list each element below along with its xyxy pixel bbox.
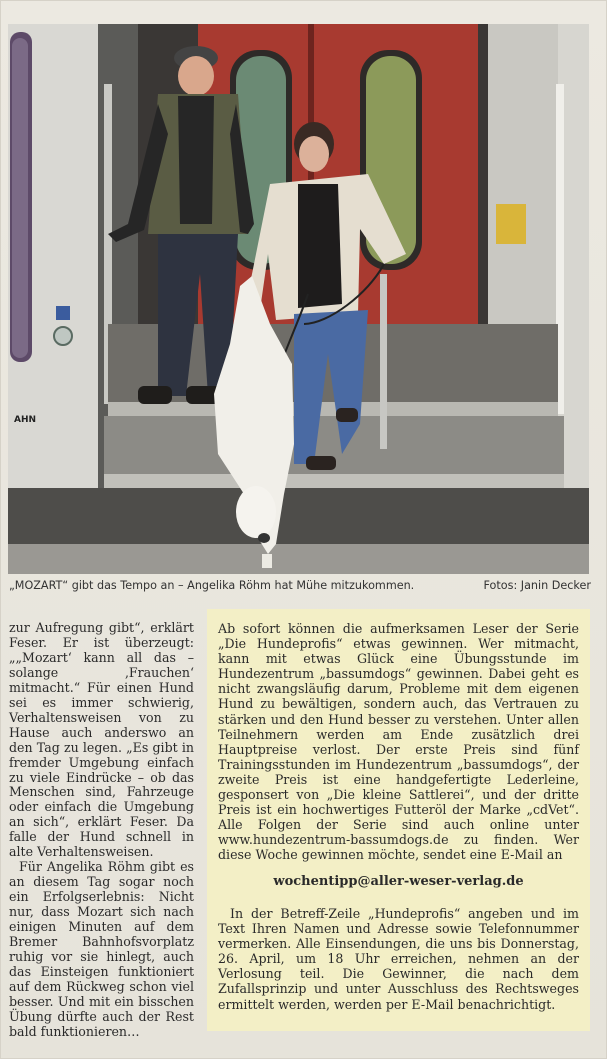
article-paragraph: zur Aufregung gibt“, erklärt Feser. Er ist überzeugt: „„Mozart‘ kann all das – solange ‚Frauchen‘ mitmacht.“ Für einen Hund sei es immer schwierig, Verhaltensweisen von zu Hause auch anderswo an den Tag zu legen. „Es gibt in fremder Umgebung einfach zu viele Eindrücke – ob das Menschen sind, Fahrzeuge oder einfach die Umgebung an sich“, erklärt Feser. Da falle der Hund schnell in alte Verhaltensweisen.	[9, 620, 194, 860]
photo-illustration	[8, 24, 589, 574]
caption-text: „MOZART“ gibt das Tempo an – Angelika Röhm hat Mühe mitzukommen.	[9, 579, 415, 592]
contest-intro: Ab sofort können die aufmerksamen Leser der Serie „Die Hundeprofis“ etwas gewinnen. Wer mitmacht, kann mit etwas Glück eine Übungsstunde im Hundezentrum „bassumdogs“ gewinnen. Dabei geht es nicht zwangsläufig darum, Probleme mit dem eigenen Hund zu bewältigen, sondern auch, das Vertrauen zu stärken und den Hund besser zu verstehen. Unter allen Teilnehmern werden am Ende zusätzlich drei Hauptpreise verlost. Der erste Preis sind fünf Trainingsstunden im Hundezentrum „bassumdogs“, der zweite Preis ist eine handgefertigte Lederleine, gesponsert von „Die kleine Sattlerei“, und der dritte Preis ist ein hochwertiges Futteröl der Marke „cdVet“. Alle Folgen der Serie sind auch online unter www.hundezentrum-bassumdogs.de zu finden. Wer diese Woche gewinnen möchte, sendet eine E-Mail an	[218, 621, 579, 863]
photo-credit: Fotos: Janin Decker	[483, 579, 591, 592]
contest-box	[207, 609, 590, 1031]
article-paragraph: Für Angelika Röhm gibt es an diesem Tag sogar noch ein Erfolgserlebnis: Nicht nur, dass Mozart sich nach einigen Minuten auf dem Bremer Bahnhofsvorplatz ruhig vor sie hinlegt, auch das Einsteigen funktioniert auf dem Rückweg schon viel besser. Und mit ein bisschen Übung dürfte auch der Rest bald funktionieren…	[9, 859, 194, 1039]
photo-caption	[9, 579, 591, 597]
train-label: AHN	[14, 415, 37, 425]
article-column	[9, 621, 194, 1040]
contest-instructions: In der Betreff-Zeile „Hundeprofis“ angeben und im Text Ihren Namen und Adresse sowie Telefonnummer vermerken. Alle Einsendungen, die uns bis Donnerstag, 26. April, um 18 Uhr erreichen, nehmen an der Verlosung teil. Die Gewinner, die nach dem Zufallsprinzip und unter Ausschluss des Rechtsweges ermittelt werden, werden per E-Mail benachrichtigt.	[218, 906, 579, 1012]
contest-email: wochentipp@aller-weser-verlag.de	[273, 874, 524, 889]
article-photo	[8, 24, 589, 574]
